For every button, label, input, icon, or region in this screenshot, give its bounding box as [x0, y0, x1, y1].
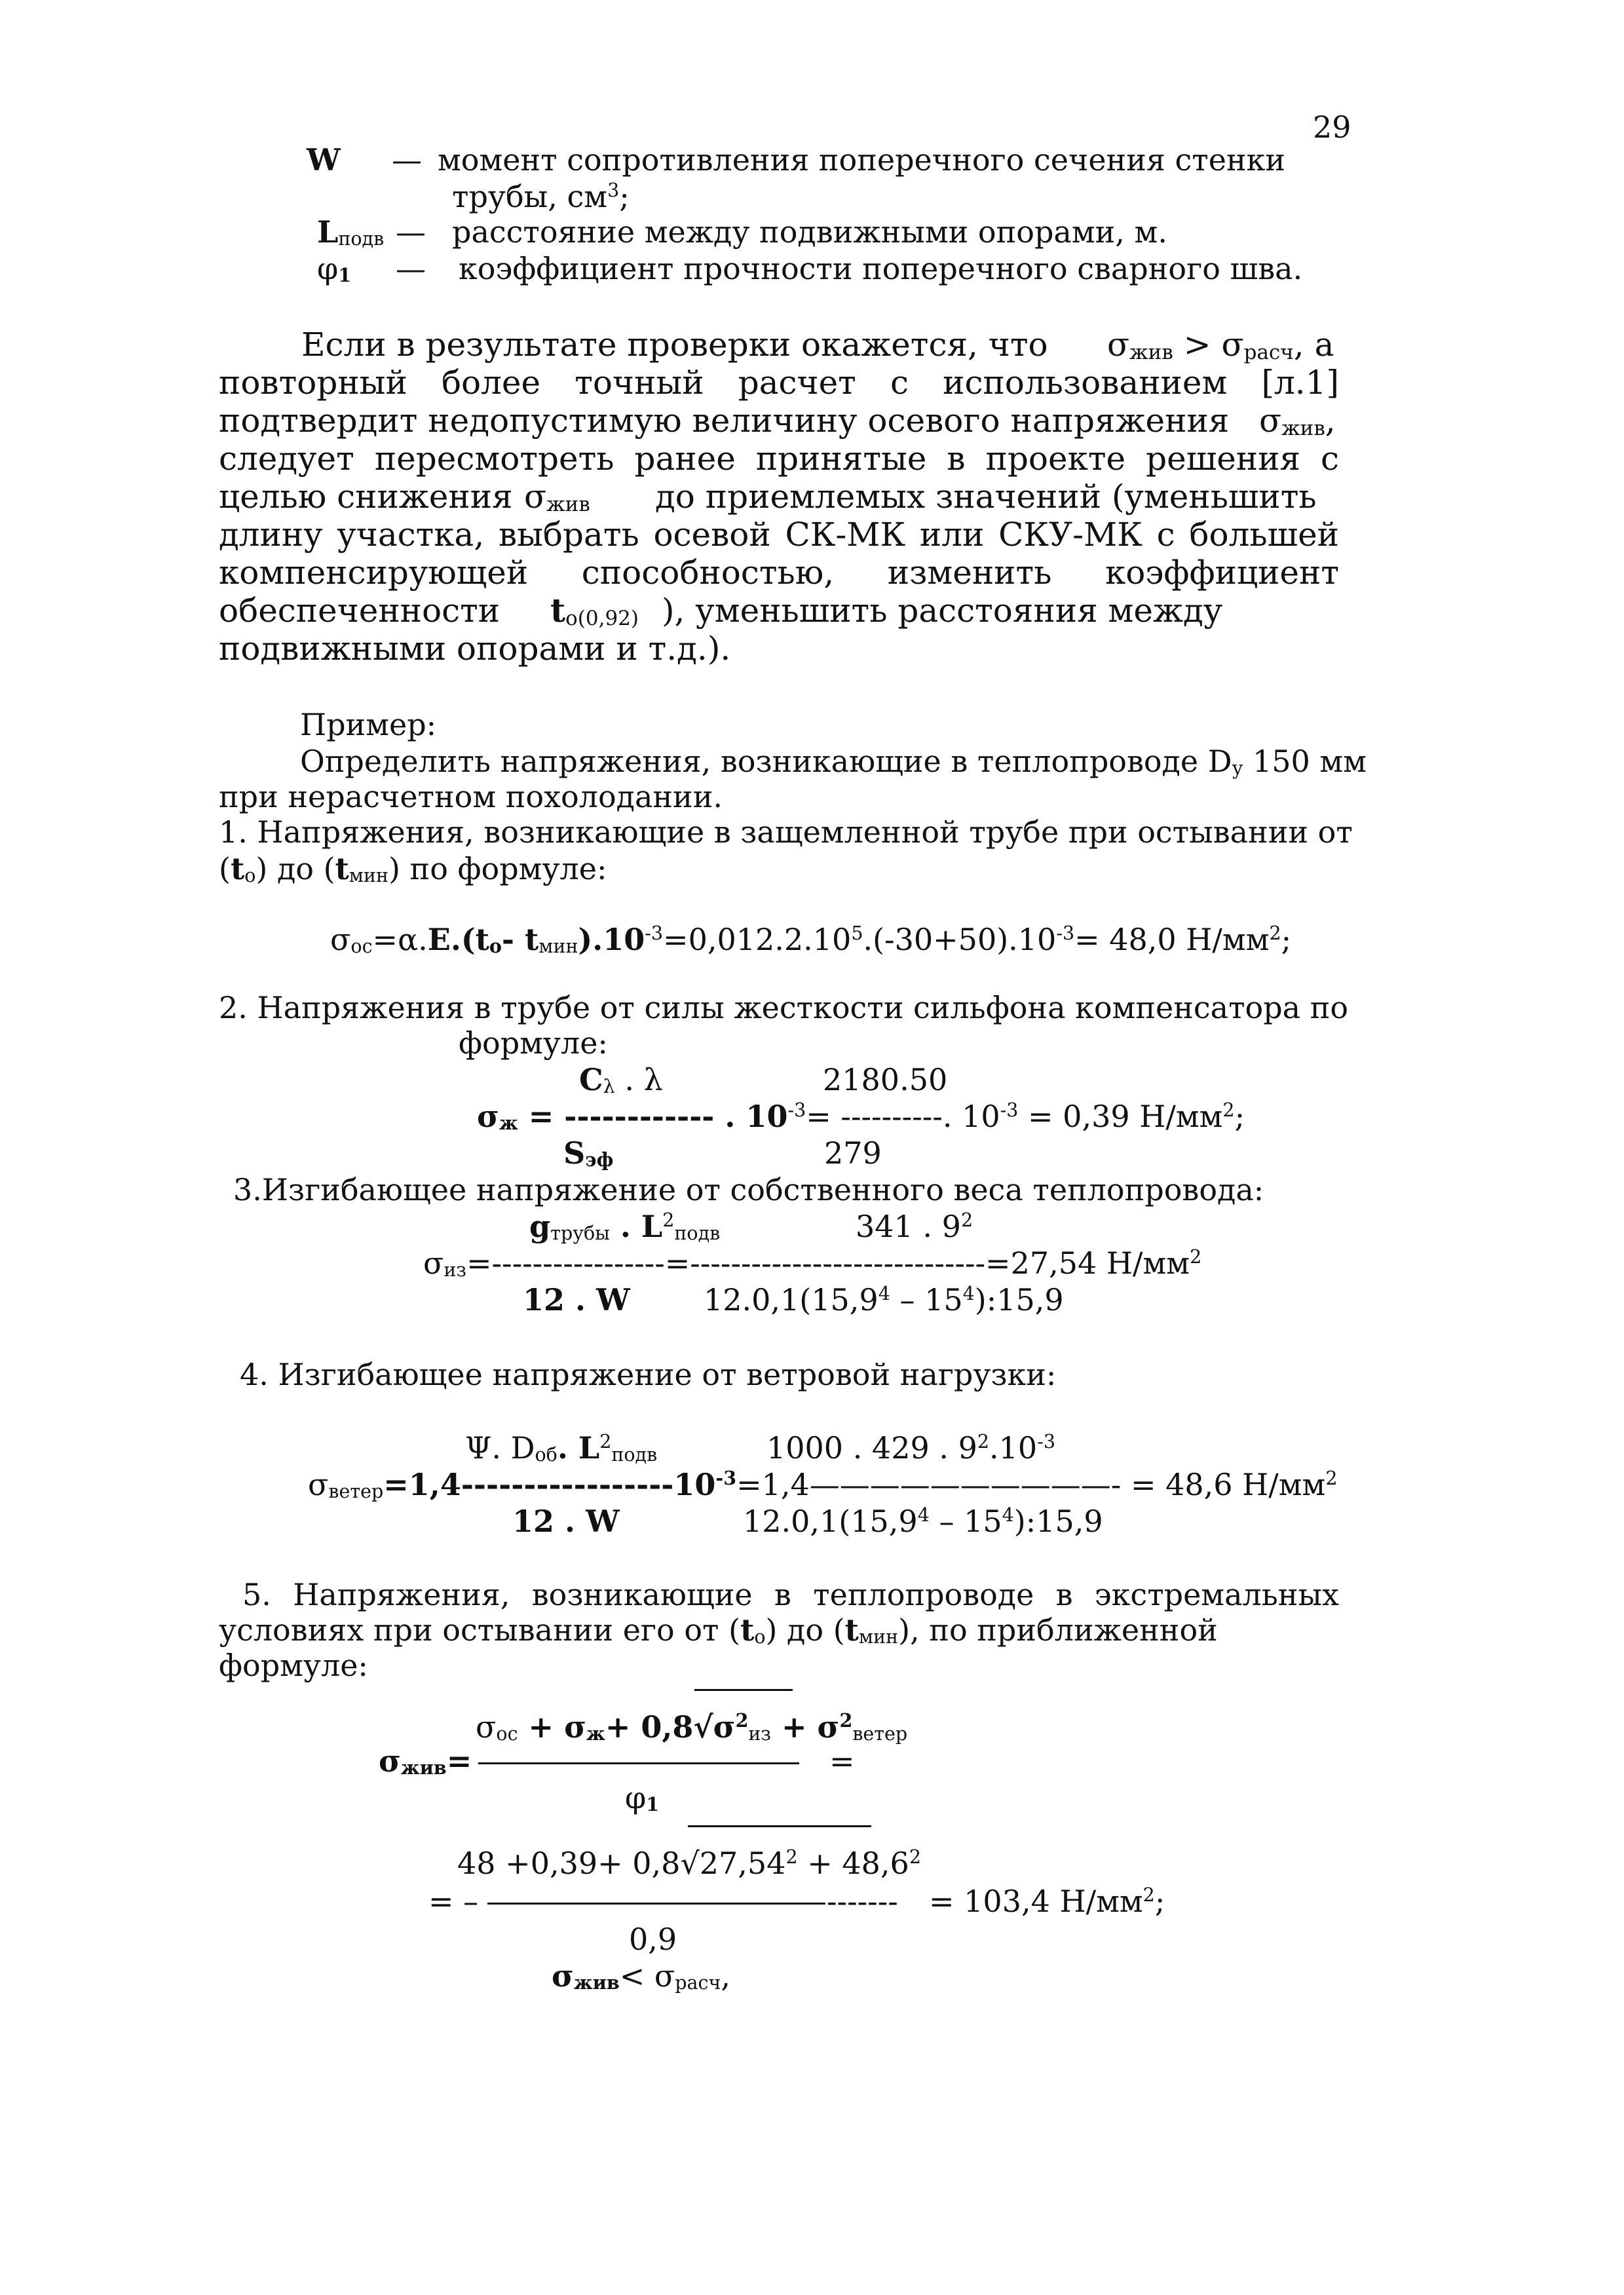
legend-item-w	[307, 142, 341, 178]
item3-line: 3.Изгибающее напряжение от собственного веса теплопровода:	[233, 1172, 1264, 1207]
legend-text: расстояние между подвижными опорами, м.	[452, 214, 1167, 250]
legend-text: коэффициент прочности поперечного сварного шва.	[459, 251, 1303, 286]
item5-numerator: $\sigma_{ос} + \sigma_ж+ 0,8√\sigma^2_{из} + \sigma^2_{ветер}$	[476, 1709, 908, 1745]
item5-denominator-value: 0,9	[629, 1922, 677, 1957]
legend-text-continued: трубы, $см^3$;	[452, 179, 630, 214]
paragraph-line: $\sigma_{жив}$,	[1259, 402, 1336, 440]
paragraph-line: целью снижения	[219, 478, 513, 516]
fraction-bar	[487, 1903, 825, 1905]
item3-numerator-value: 341 . $9^2$	[856, 1209, 973, 1244]
paragraph-line: $\sigma_{жив} > \sigma_{расч}$, а	[1107, 326, 1334, 364]
item4-numerator: Ψ. $D_{об}$. $L^2_{подв}$	[465, 1430, 658, 1466]
paragraph-line: компенсирующей способностью, изменить коэффициент	[219, 554, 1339, 592]
legend-dash: —	[392, 142, 422, 178]
paragraph-line: $t_{о(0,92)}$	[550, 591, 639, 630]
example-line: при нерасчетном похолодании.	[219, 779, 723, 814]
item2-denominator: $S_{эф}$	[563, 1135, 614, 1171]
formula-sigma-zhiv: $\sigma_{жив}=$	[379, 1743, 472, 1779]
item5-result: = 103,4 $Н/мм^2$;	[929, 1884, 1165, 1919]
formula-equals: =	[829, 1743, 855, 1779]
item1-line: 1. Напряжения, возникающие в защемленной трубе при остывании от	[219, 814, 1353, 850]
item5-equation-left: = –	[428, 1884, 479, 1919]
item5-line: условиях при остывании его от $(t_о)$ до $(t_{мин})$, по приближенной	[219, 1612, 1218, 1648]
item2-numerator-value: 2180.50	[823, 1062, 948, 1097]
item5-line: формуле:	[219, 1648, 368, 1683]
legend-symbol: W	[307, 142, 341, 178]
legend-text: момент сопротивления поперечного сечения стенки	[438, 142, 1286, 178]
item2-numerator: $C_\lambda$ . λ	[579, 1062, 663, 1098]
item5-line: 5. Напряжения, возникающие в теплопроводе в экстремальных	[242, 1577, 1339, 1612]
item2-line: формуле:	[459, 1025, 608, 1061]
legend-item-l: $L_{подв}$	[317, 214, 385, 250]
paragraph-line: следует пересмотреть ранее принятые в проекте решения с	[219, 440, 1339, 478]
sqrt-overline	[694, 1689, 793, 1691]
formula-sigma-veter: $\sigma_{ветер}=1,4-----------------10^{-3}=1,4——————————- = 48,6$ $Н/мм^2$	[308, 1467, 1338, 1503]
paragraph-line: подвижными опорами и т.д.).	[219, 630, 731, 668]
legend-dash: —	[396, 251, 426, 286]
formula-sigma-os: $\sigma_{ос}=\alpha.E.(t_о-$ $t_{мин}).10^{-3}=0,012.2.10^5.(-30+50).10^{-3}= 48,0$ $Н/мм^2$;	[330, 922, 1292, 958]
item2-line: 2. Напряжения в трубе от силы жесткости сильфона компенсатора по	[219, 990, 1349, 1025]
item3-denominator-value: $12.0,1(15,9^4 - 15^4):15,9$	[704, 1282, 1064, 1318]
item4-denominator-value: $12.0,1(15,9^4 - 15^4):15,9$	[743, 1504, 1103, 1539]
paragraph-line: Если в результате проверки окажется, что	[301, 326, 1048, 364]
item5-denominator: $\varphi_1$	[625, 1780, 660, 1816]
paragraph-line: $\sigma_{жив}$	[524, 478, 590, 516]
example-line: Определить напряжения, возникающие в теплопроводе $D_у$ 150 мм	[300, 744, 1367, 780]
item3-numerator: $g_{трубы}$ . $L^2_{подв}$	[529, 1209, 721, 1245]
item4-numerator-value: 1000 . 429 . $9^2.10^{-3}$	[766, 1430, 1055, 1466]
item5-numerator-values: $48 +0,39+ 0,8√27,54^2 + 48,6^2$	[457, 1846, 921, 1881]
item3-denominator: 12 . W	[523, 1282, 630, 1318]
item5-equation-dash: -------	[827, 1884, 898, 1919]
sqrt-overline	[688, 1825, 871, 1827]
paragraph-line: ), уменьшить расстояния между	[662, 592, 1223, 630]
formula-sigma-iz: $\sigma_{из}=-----------------=-----------------------------=27,54$ $Н/мм^2$	[423, 1245, 1202, 1281]
item4-line: 4. Изгибающее напряжение от ветровой нагрузки:	[240, 1357, 1057, 1392]
paragraph-line: до приемлемых значений (уменьшить	[655, 478, 1317, 516]
paragraph-line: обеспеченности	[219, 592, 500, 630]
legend-dash: —	[396, 214, 426, 250]
item5-final-inequality: $\sigma_{жив}< \sigma_{расч}$,	[552, 1958, 730, 1994]
fraction-bar	[478, 1762, 799, 1764]
example-title: Пример:	[300, 707, 437, 742]
item2-denominator-value: 279	[824, 1135, 882, 1171]
page-number: 29	[1313, 109, 1351, 145]
item1-line: $(t_о)$ до $(t_{мин})$ по формуле:	[219, 851, 607, 887]
item4-denominator: 12 . W	[512, 1504, 620, 1539]
paragraph-line: повторный более точный расчет с использованием [л.1]	[219, 364, 1339, 402]
paragraph-line: длину участка, выбрать осевой СК-МК или СКУ-МК с большей	[219, 516, 1339, 554]
paragraph-line: подтвердит недопустимую величину осевого напряжения	[219, 402, 1230, 440]
legend-item-phi: $\varphi_1$	[317, 251, 352, 287]
formula-sigma-zh: $\sigma_ж$ = ------------ . $10^{-3}=$ ----------. $10^{-3} = 0,39$ $Н/мм^2$;	[477, 1099, 1245, 1135]
